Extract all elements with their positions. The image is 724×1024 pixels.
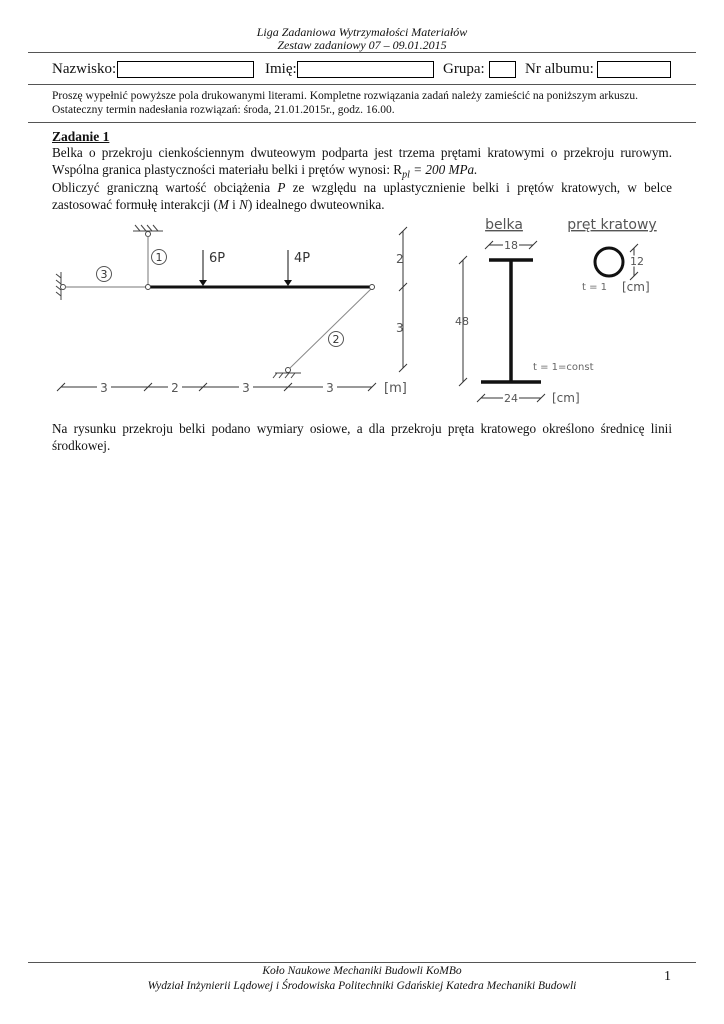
svg-text:1: 1 xyxy=(155,251,163,264)
instruction-line-1: Proszę wypełnić powyższe pola drukowanymi literami. Kompletne rozwiązania zadań należy zamieścić na poniższym arkuszu. xyxy=(52,90,638,102)
unit-m: [m] xyxy=(384,381,407,396)
beam-section-title: belka xyxy=(485,217,523,233)
truss-section-title: pręt kratowy xyxy=(567,217,657,233)
header-title: Liga Zadaniowa Wytrzymałości Materiałów xyxy=(256,25,468,39)
task-p1-end: = 200 MPa. xyxy=(409,162,478,177)
dim-h-3a: 3 xyxy=(100,381,108,395)
beam-top-width: 18 xyxy=(504,239,518,252)
bottom-support xyxy=(273,368,301,379)
task-paragraph-3: Na rysunku przekroju belki podano wymiary osiowe, a dla przekroju pręta kratowego określono średnicę linii środkowej. xyxy=(52,421,672,453)
beam-height: 48 xyxy=(455,315,469,328)
dim-v-2: 2 xyxy=(396,252,404,266)
top-support xyxy=(133,225,163,237)
bar-2-marker xyxy=(329,332,344,347)
task-p2-i: i xyxy=(228,197,240,212)
bar-1-marker xyxy=(152,250,167,265)
footer-rule xyxy=(28,962,696,963)
footer-line-1: Koło Naukowe Mechaniki Budowli KoMBo xyxy=(262,965,462,977)
tube-thickness: t = 1 xyxy=(582,282,608,293)
load-label-6p: 6P xyxy=(209,251,226,266)
structure-figure xyxy=(0,0,724,420)
symbol-P: P xyxy=(277,180,286,195)
svg-text:2: 2 xyxy=(332,333,340,346)
name-label: Imię: xyxy=(265,61,297,77)
i-beam-section xyxy=(481,260,541,382)
beam-thickness: t = 1=const xyxy=(533,362,594,373)
bar-3-marker xyxy=(97,267,112,282)
header-subtitle: Zestaw zadaniowy 07 – 09.01.2015 xyxy=(277,38,447,52)
task-p2-c: ) idealnego dwuteownika. xyxy=(247,197,385,212)
tube-diameter: 12 xyxy=(630,255,644,268)
dim-h-2: 2 xyxy=(171,381,179,395)
instruction-line-2: Ostateczny termin nadesłania rozwiązań: środa, 21.01.2015r., godz. 16.00. xyxy=(52,104,395,116)
beam-unit: [cm] xyxy=(552,391,580,405)
bar-2 xyxy=(290,288,372,368)
beam-bottom-width: 24 xyxy=(504,392,518,405)
group-label: Grupa: xyxy=(443,61,485,77)
dim-h-3c: 3 xyxy=(326,381,334,395)
vertical-dimension xyxy=(399,227,407,372)
left-support xyxy=(56,272,66,300)
symbol-M: M xyxy=(217,197,229,212)
rpl-subscript: pl xyxy=(402,169,410,181)
task-p2-a: Obliczyć graniczną wartość obciążenia xyxy=(52,180,278,195)
footer-line-2: Wydział Inżynierii Lądowej i Środowiska Politechniki Gdańskiej Katedra Mechaniki Budowli xyxy=(147,980,577,992)
load-arrow-6p xyxy=(199,250,207,286)
load-label-4p: 4P xyxy=(294,251,311,266)
album-label: Nr albumu: xyxy=(525,61,594,77)
tube-section xyxy=(595,248,623,276)
dim-v-3: 3 xyxy=(396,321,404,335)
load-arrow-4p xyxy=(284,250,292,286)
page-number: 1 xyxy=(664,969,671,984)
surname-label: Nazwisko: xyxy=(52,61,117,77)
svg-text:3: 3 xyxy=(100,268,108,281)
symbol-N: N xyxy=(239,197,248,212)
task-p1-text: Belka o przekroju cienkościennym dwuteowym podparta jest trzema prętami kratowymi o przekroju rurowym. Wspólna granica plastyczności materiału belki i prętów wynosi: R xyxy=(52,145,672,177)
dim-h-3b: 3 xyxy=(242,381,250,395)
tube-unit: [cm] xyxy=(622,280,650,294)
task-title: Zadanie 1 xyxy=(52,129,110,144)
task-p2-b: ze względu na uplastycznienie belki i prętów kratowych, w belce zastosować formułę interakcji ( xyxy=(52,180,672,212)
